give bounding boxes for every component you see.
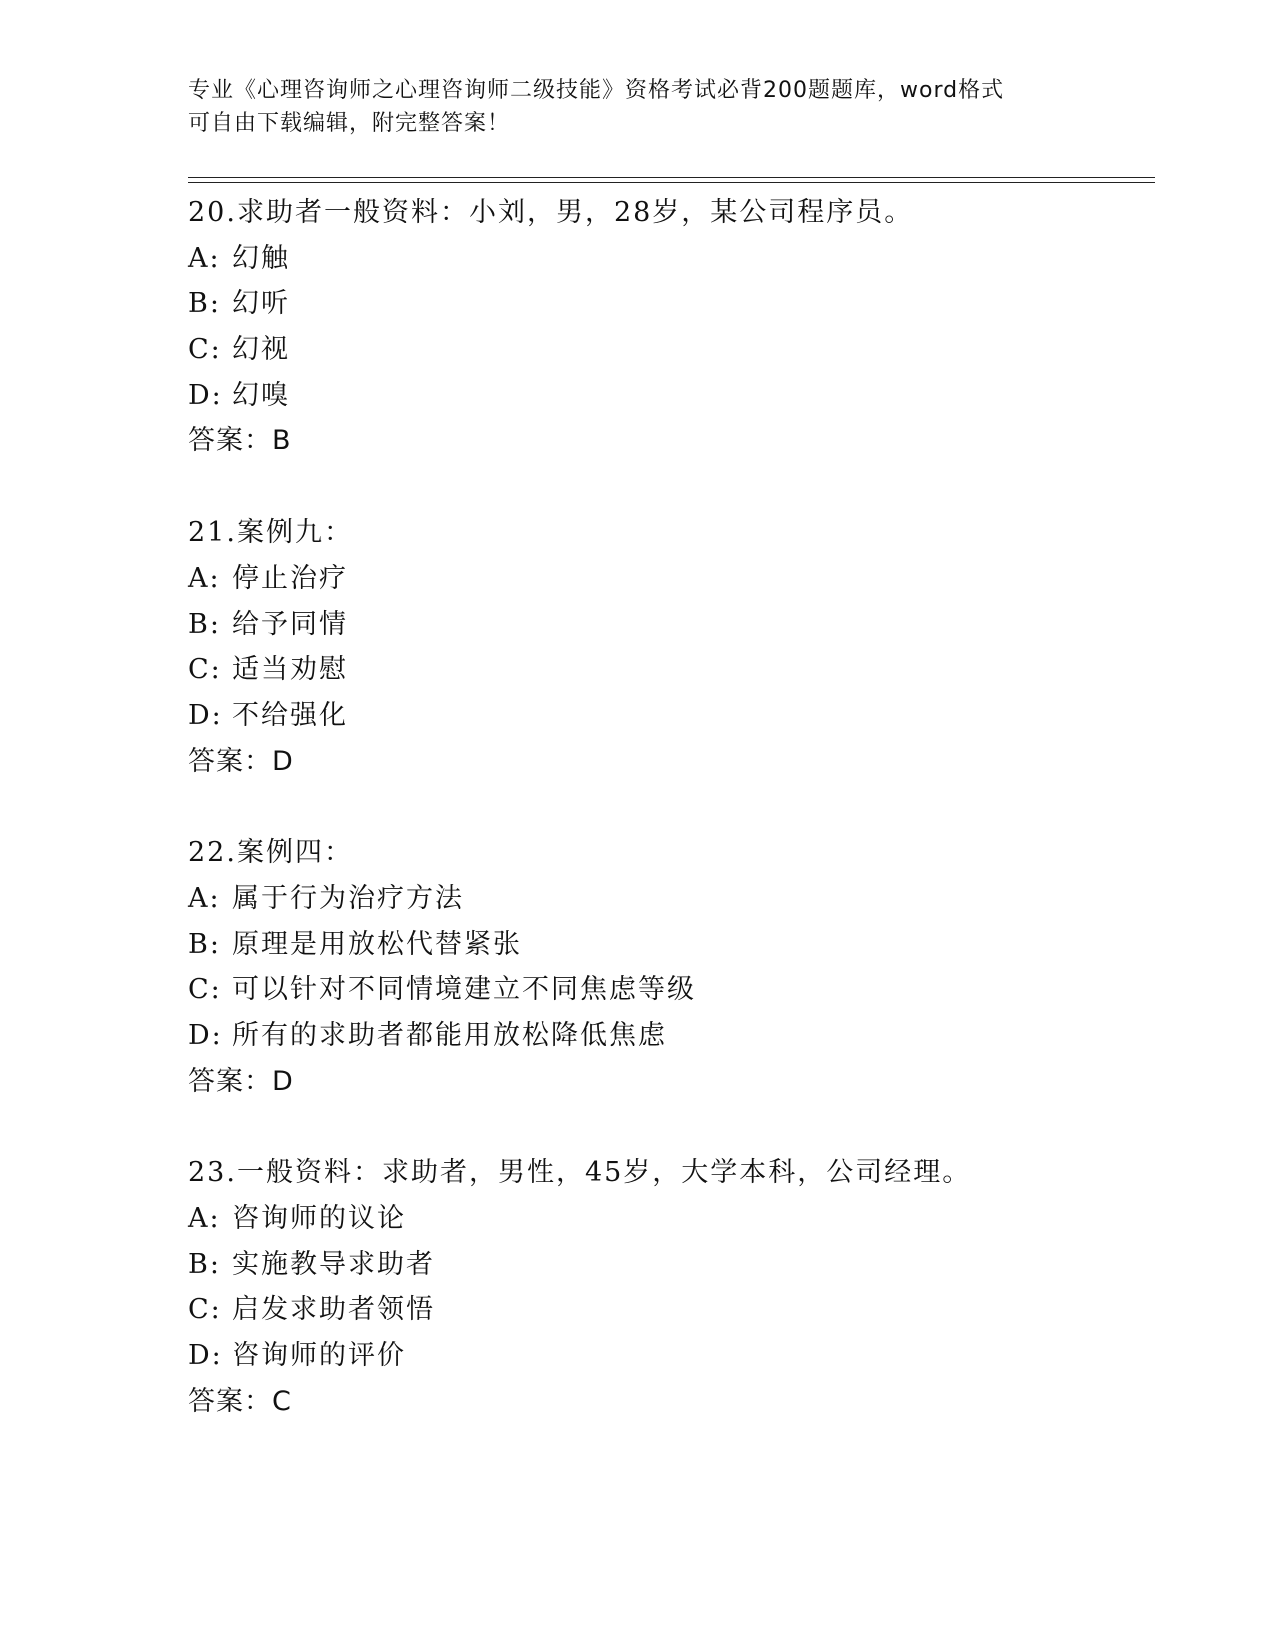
option-text: 启发求助者领悟 <box>232 1294 435 1326</box>
option-letter: C: <box>188 334 222 366</box>
option-a <box>188 1196 1148 1242</box>
header-divider-top <box>188 177 1155 178</box>
option-letter: D: <box>188 1020 223 1051</box>
question-title: 21.案例九： <box>188 517 353 549</box>
option-c <box>188 967 1148 1013</box>
option-letter: C: <box>188 1294 222 1326</box>
option-d <box>188 693 1148 739</box>
option-a <box>188 876 1148 922</box>
option-c <box>188 1287 1148 1333</box>
option-b <box>188 922 1148 968</box>
option-b <box>188 602 1148 648</box>
option-text: 咨询师的议论 <box>232 1203 406 1235</box>
option-text: 咨询师的评价 <box>232 1340 406 1372</box>
option-letter: C: <box>188 654 222 686</box>
option-text: 可以针对不同情境建立不同焦虑等级 <box>232 974 696 1006</box>
answer-line: 答案：D <box>188 1065 294 1097</box>
option-c <box>188 327 1148 373</box>
answer-line: 答案：B <box>188 425 292 457</box>
option-letter: D: <box>188 699 223 731</box>
option-text: 幻触 <box>232 242 290 274</box>
option-b <box>188 1242 1148 1288</box>
question-title: 22.案例四： <box>188 837 353 869</box>
answer-line: 答案：D <box>188 745 294 777</box>
option-letter: A: <box>188 1203 221 1235</box>
question-21 <box>188 510 1148 784</box>
option-text: 幻嗅 <box>232 379 290 411</box>
option-d <box>188 1333 1148 1379</box>
option-text: 不给强化 <box>232 699 348 731</box>
header-line-1: 专业《心理咨询师之心理咨询师二级技能》资格考试必背200题题库，word格式 <box>188 78 1005 103</box>
header-divider-bottom <box>188 182 1155 183</box>
option-text: 幻听 <box>232 288 290 320</box>
option-c <box>188 647 1148 693</box>
option-text: 适当劝慰 <box>232 654 348 686</box>
option-letter: D: <box>188 1340 223 1372</box>
option-letter: C: <box>188 974 222 1006</box>
option-letter: A: <box>188 242 221 274</box>
question-title: 20.求助者一般资料：小刘，男，28岁，某公司程序员。 <box>188 197 914 228</box>
option-text: 幻视 <box>232 334 290 366</box>
option-a <box>188 236 1148 282</box>
option-letter: D: <box>188 379 223 411</box>
question-22 <box>188 830 1148 1104</box>
option-text: 实施教导求助者 <box>232 1248 435 1280</box>
question-20 <box>188 190 1148 464</box>
option-letter: B: <box>188 288 221 320</box>
answer-line: 答案：C <box>188 1385 292 1417</box>
option-text: 属于行为治疗方法 <box>232 882 464 914</box>
option-text: 停止治疗 <box>232 562 348 594</box>
option-letter: A: <box>188 562 221 594</box>
option-a <box>188 556 1148 602</box>
option-text: 给予同情 <box>232 608 348 640</box>
question-list <box>188 190 1148 1425</box>
question-23 <box>188 1150 1148 1424</box>
option-d <box>188 373 1148 419</box>
option-d <box>188 1013 1148 1059</box>
option-b <box>188 281 1148 327</box>
option-letter: B: <box>188 608 221 640</box>
option-text: 所有的求助者都能用放松降低焦虑 <box>232 1020 667 1051</box>
option-letter: B: <box>188 928 221 960</box>
option-letter: B: <box>188 1248 221 1280</box>
question-title: 23.一般资料：求助者，男性，45岁，大学本科，公司经理。 <box>188 1157 972 1189</box>
header-line-2: 可自由下载编辑，附完整答案！ <box>188 111 511 136</box>
option-text: 原理是用放松代替紧张 <box>232 928 522 960</box>
option-letter: A: <box>188 882 221 914</box>
document-header <box>188 74 1078 140</box>
